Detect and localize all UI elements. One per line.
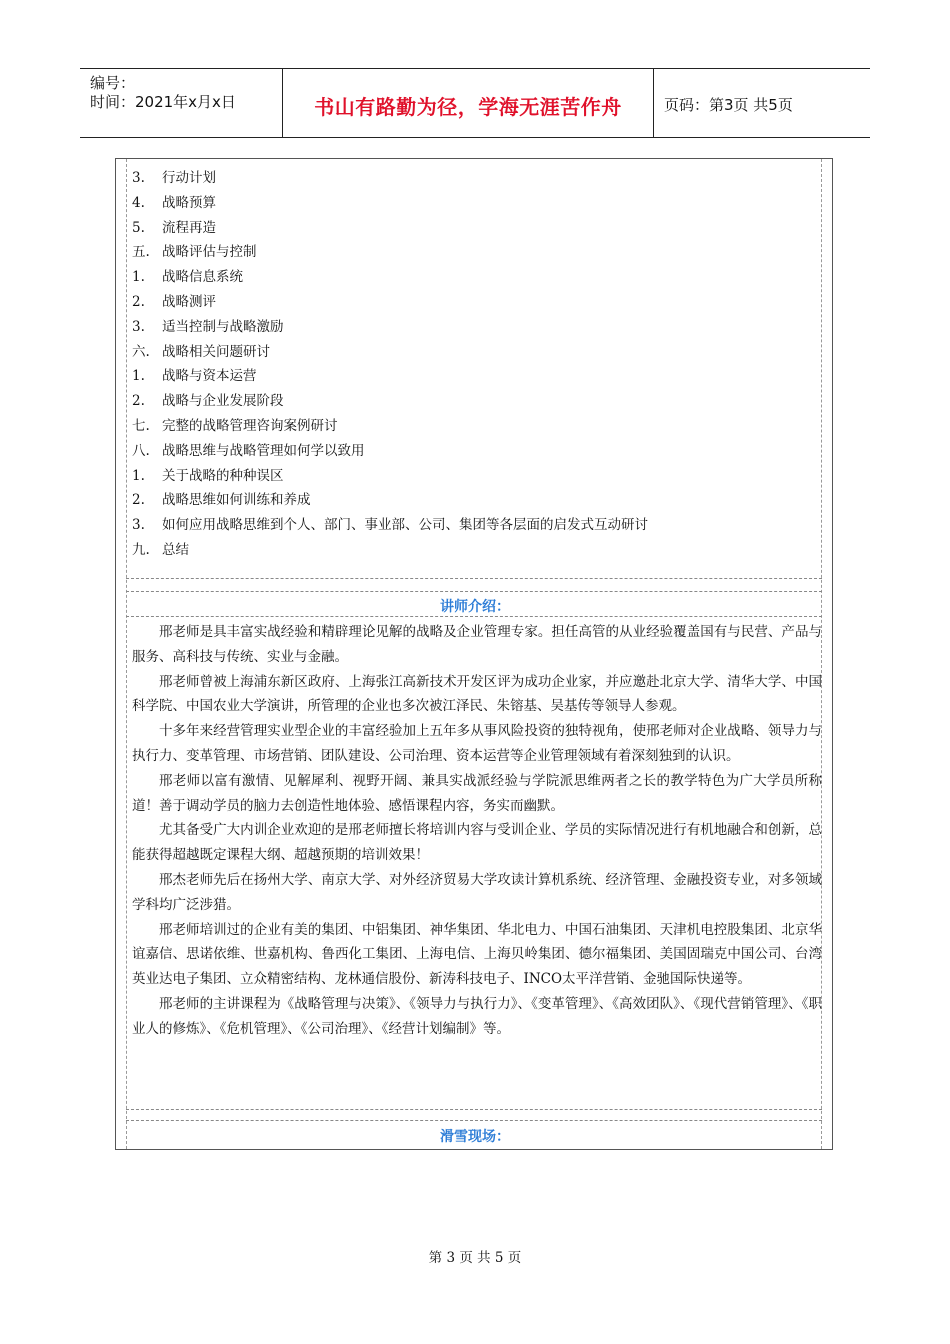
outline-item-text: 适当控制与战略激励 [162,318,284,335]
outline-item-text: 战略思维与战略管理如何学以致用 [162,442,365,459]
ski-section-title: 滑雪现场： [440,1129,510,1145]
separator-line [126,578,822,579]
outline-item [132,364,812,389]
outline-item [132,290,812,315]
outline-item-text: 战略预算 [162,194,216,211]
outline-item-number: 3. [132,318,145,335]
outline-item-text: 战略测评 [162,293,216,310]
outline-item-text: 完整的战略管理咨询案例研讨 [162,417,338,434]
outline-item-number: 五. [132,244,150,261]
outline-item-text: 关于战略的种种误区 [162,467,284,484]
outline-item [132,216,812,241]
outline-item-text: 如何应用战略思维到个人、部门、事业部、公司、集团等各层面的启发式互动研讨 [162,517,648,534]
frame-inner-left-line [126,159,127,1149]
separator-line [126,1120,822,1121]
outline-item-number: 1. [132,467,145,484]
outline-item [132,240,812,265]
outline-item-number: 七. [132,417,150,434]
outline-item-number: 2. [132,393,145,410]
outline-item [132,315,812,340]
outline-item [132,538,812,563]
outline-item [132,340,812,365]
outline-item-text: 行动计划 [162,170,216,186]
outline-item [132,464,812,489]
outline-item [132,166,812,191]
outline-item-number: 5. [132,219,145,236]
header-left-cell [80,69,283,137]
bio-paragraph: 邢杰老师先后在扬州大学、南京大学、对外经济贸易大学攻读计算机系统、经济管理、金融投资专业，对多领域学科均广泛涉猎。 [132,871,822,913]
outline-item-number: 1. [132,368,145,385]
outline-item-number: 3. [132,517,145,534]
motto-text: 书山有路勤为径，学海无涯苦作舟 [314,95,622,119]
outline-item-number: 1. [132,269,145,286]
outline-item-text: 流程再造 [162,219,216,236]
outline-item-text: 战略信息系统 [162,269,243,286]
outline-item-number: 2. [132,492,145,509]
header-page-cell [654,69,870,137]
outline-item [132,414,812,439]
header-motto-cell [283,69,654,137]
outline-item-number: 八. [132,442,150,459]
bio-paragraph: 邢老师曾被上海浦东新区政府、上海张江高新技术开发区评为成功企业家，并应邀赴北京大学、清华大学、中国科学院、中国农业大学演讲，所管理的企业也多次被江泽民、朱镕基、吴基传等领导人参观。 [132,673,822,715]
outline-item-text: 战略与企业发展阶段 [162,393,284,410]
separator-line [126,1109,822,1110]
bio-paragraph: 尤其备受广大内训企业欢迎的是邢老师擅长将培训内容与受训企业、学员的实际情况进行有机地融合和创新，总能获得超越既定课程大纲、超越预期的培训效果！ [132,822,822,864]
outline-item [132,191,812,216]
page-header [80,68,870,138]
bio-paragraph: 十多年来经营管理实业型企业的丰富经验加上五年多从事风险投资的独特视角，使邢老师对企业战略、领导力与执行力、变革管理、市场营销、团队建设、公司治理、资本运营等企业管理领域有着深刻独到的认识。 [132,723,822,764]
outline-item-number: 六. [132,343,150,360]
outline-item-text: 战略思维如何训练和养成 [162,492,311,509]
outline-item [132,513,812,538]
lecturer-section-title: 讲师介绍： [440,599,510,615]
outline-item-text: 战略评估与控制 [162,244,257,261]
outline-item [132,488,812,513]
outline-item [132,265,812,290]
outline-item-text: 战略与资本运营 [162,368,257,385]
outline-item [132,439,812,464]
lecturer-bio [132,620,822,1042]
number-label: 编号： [90,74,136,92]
bio-paragraph: 邢老师是具丰富实战经验和精辟理论见解的战略及企业管理专家。担任高管的从业经验覆盖国有与民营、产品与服务、高科技与传统、实业与金融。 [132,624,822,665]
date-line: 时间：2021年x月x日 [90,93,236,111]
course-outline-list [132,166,812,563]
outline-item [132,389,812,414]
bio-paragraph: 邢老师以富有激情、见解犀利、视野开阔、兼具实战派经验与学院派思维两者之长的教学特色为广大学员所称道！善于调动学员的脑力去创造性地体验、感悟课程内容，务实而幽默。 [132,772,822,814]
outline-item-text: 战略相关问题研讨 [162,343,270,360]
outline-item-number: 4. [132,194,145,211]
separator-line [126,616,822,617]
outline-item-number: 2. [132,293,145,310]
separator-line [126,591,822,592]
outline-item-number: 九. [132,541,150,558]
page-footer: 第 3 页 共 5 页 [428,1250,522,1266]
outline-item-number: 3. [132,170,145,186]
page-info: 页码：第3页 共5页 [664,96,793,114]
bio-paragraph: 邢老师的主讲课程为《战略管理与决策》、《领导力与执行力》、《变革管理》、《高效团队》、《现代营销管理》、《职业人的修炼》、《危机管理》、《公司治理》、《经营计划编制》等。 [132,995,822,1037]
bio-paragraph: 邢老师培训过的企业有美的集团、中铝集团、神华集团、华北电力、中国石油集团、天津机电控股集团、北京华谊嘉信、思诺依维、世嘉机构、鲁西化工集团、上海电信、上海贝岭集团、德尔福集团、美国固瑞克中国公司、台湾英业达电子集团、立众精密结构、龙林通信股份、新涛科技电子、INCO太平洋营销、金驰国际快递等。 [132,921,822,988]
outline-item-text: 总结 [162,541,189,558]
